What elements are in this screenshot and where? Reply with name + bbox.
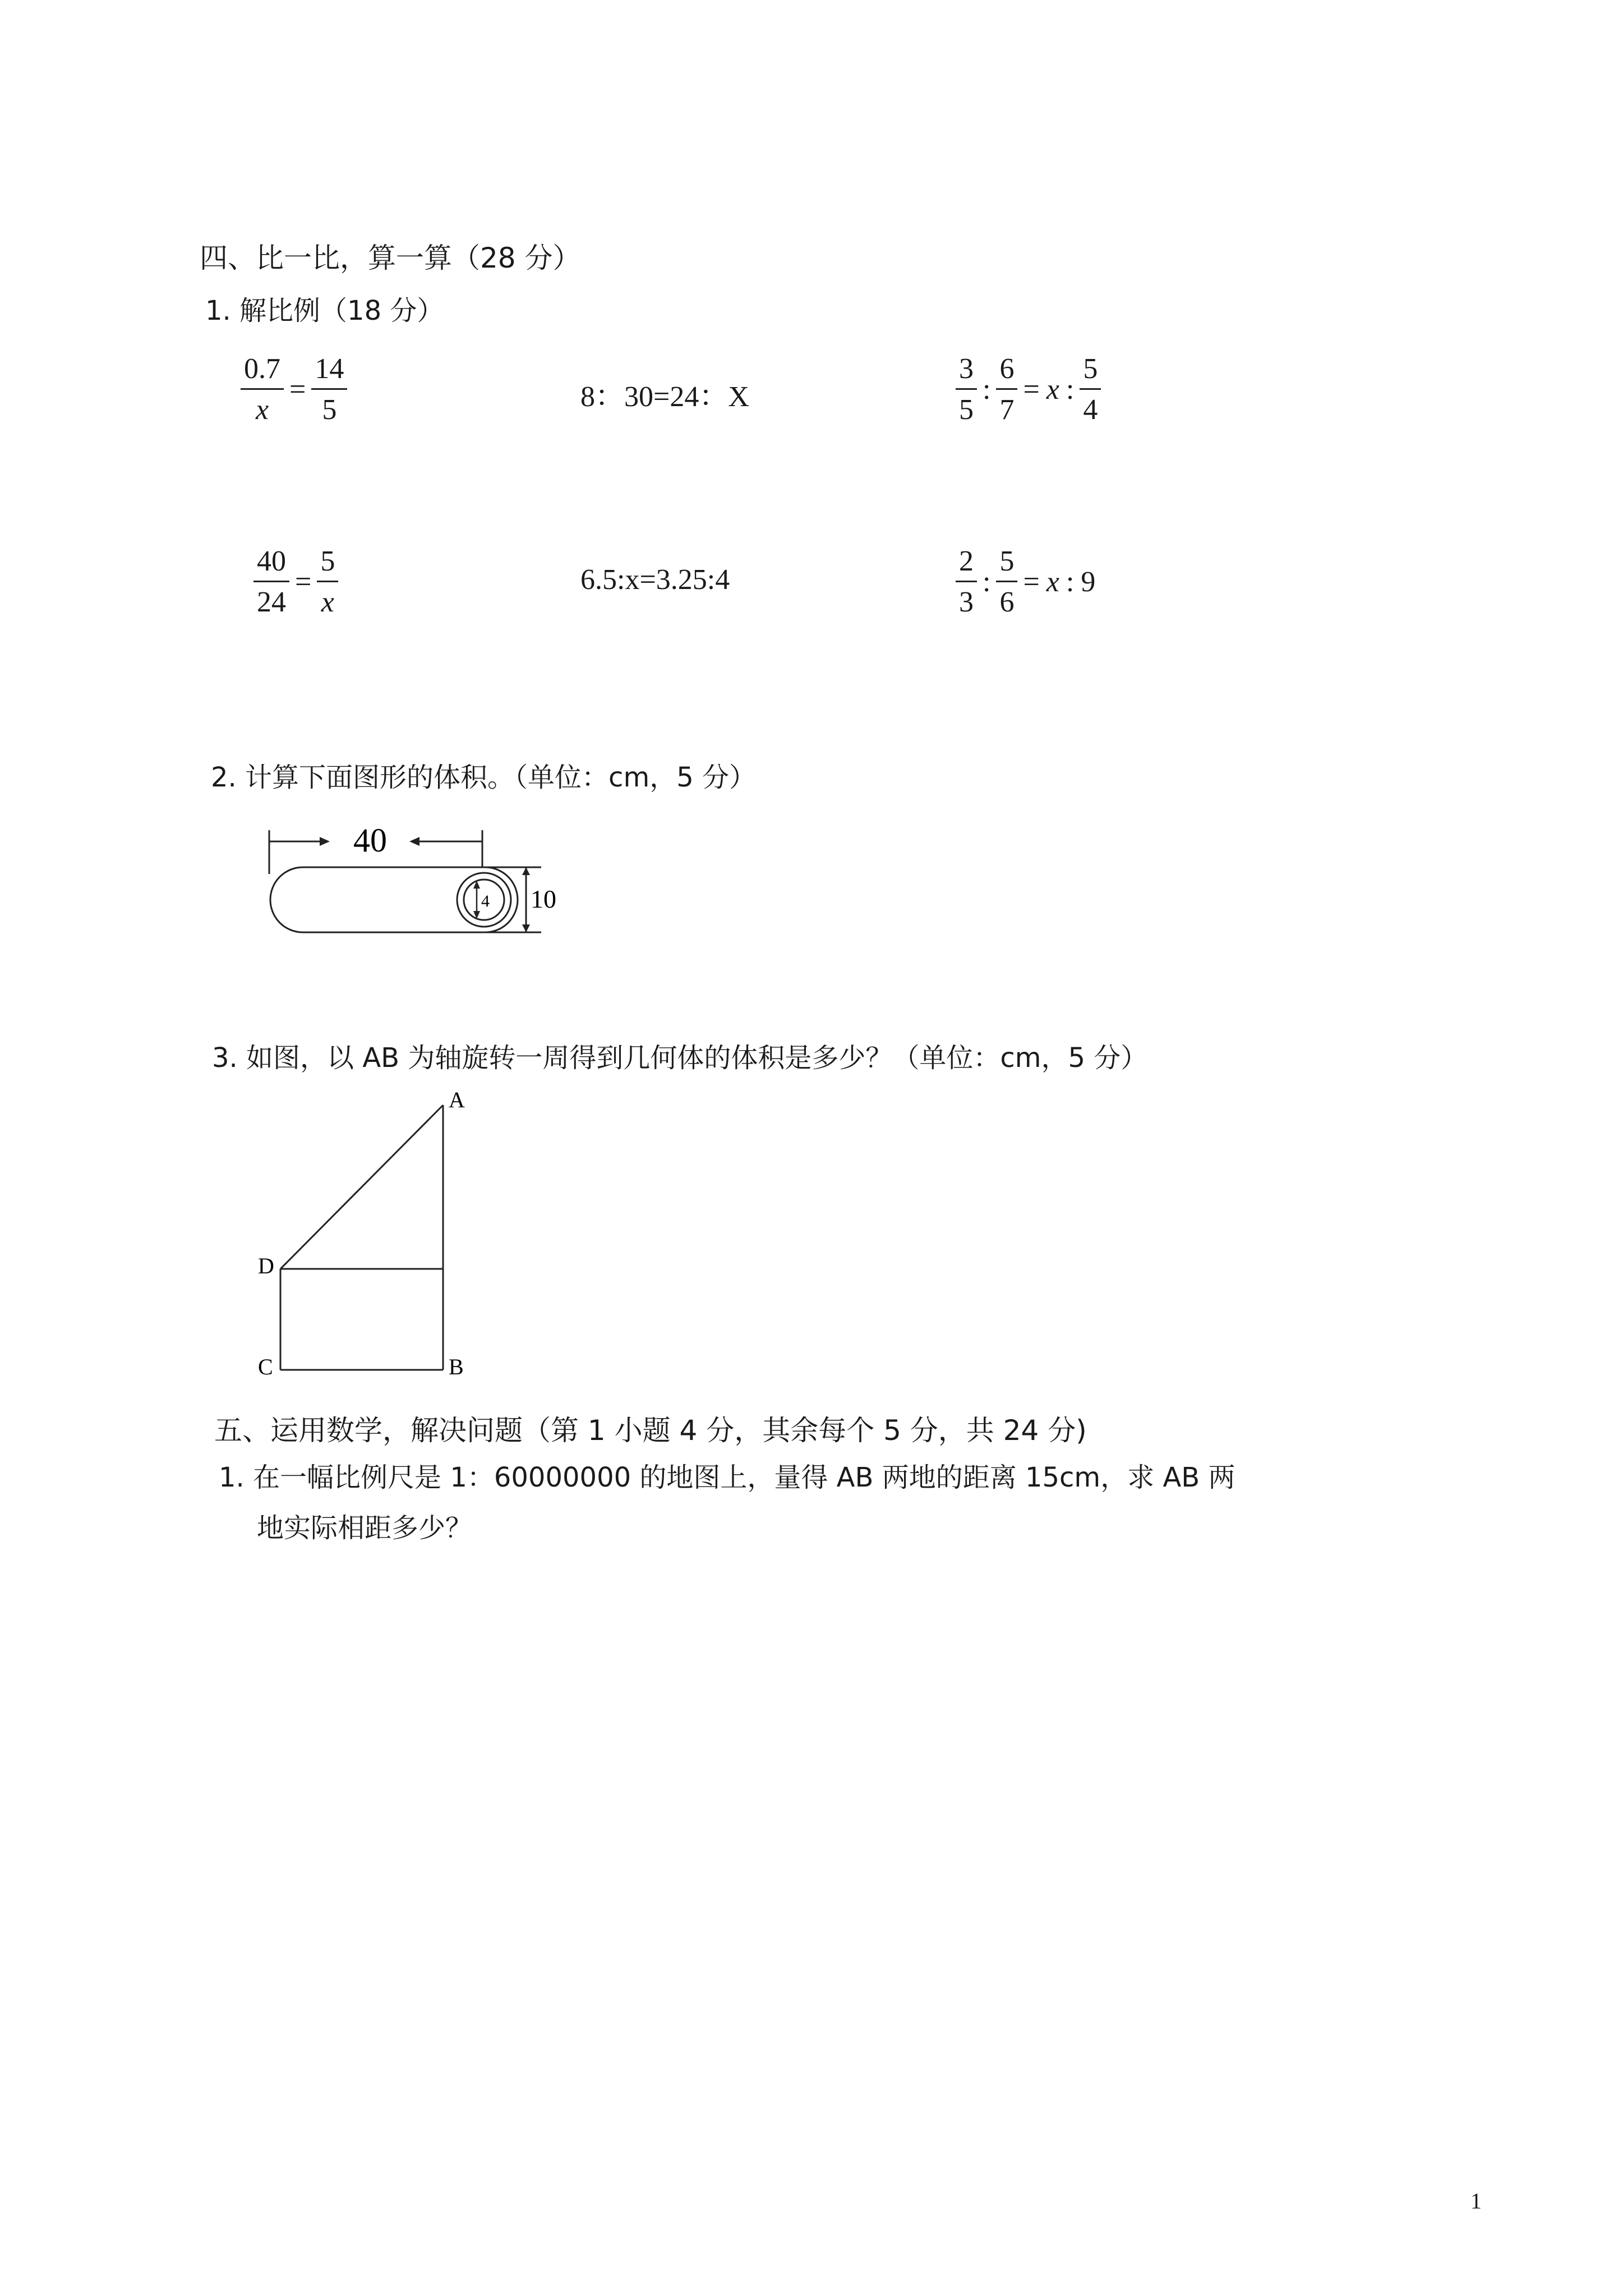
- equation-3: [953, 355, 1103, 425]
- equation-6: [953, 547, 1099, 617]
- numerator: 6: [996, 355, 1017, 390]
- section-5-title: 五、运用数学，解决问题（第 1 小题 4 分，其余每个 5 分，共 24 分): [214, 1414, 1087, 1447]
- fraction: [996, 355, 1017, 425]
- numerator: 2: [956, 547, 977, 582]
- rhs-value: 9: [1081, 566, 1096, 598]
- numerator: 5: [996, 547, 1017, 582]
- denominator: 5: [322, 394, 337, 426]
- s5-q1-line-1: 1. 在一幅比例尺是 1：60000000 的地图上，量得 AB 两地的距离 15cm，求 AB 两: [219, 1462, 1235, 1493]
- numerator: 0.7: [241, 355, 284, 390]
- denominator: x: [321, 586, 334, 618]
- stadium-shape: [270, 867, 518, 932]
- numerator: 5: [1080, 355, 1101, 390]
- equation-1: [238, 355, 349, 425]
- colon: :: [983, 374, 991, 406]
- numerator: 14: [311, 355, 347, 390]
- equation-4: [251, 547, 340, 617]
- q2-figure: [247, 813, 583, 942]
- inner-label: 4: [481, 892, 490, 910]
- s5-q1-line-2: 地实际相距多少？: [257, 1512, 473, 1544]
- equals-sign: =: [1023, 566, 1040, 598]
- colon: :: [983, 566, 991, 598]
- arrow-left-icon: [409, 837, 419, 846]
- fraction: [253, 547, 289, 617]
- variable-x: x: [1046, 374, 1059, 406]
- fraction: [311, 355, 347, 425]
- segment-da: [280, 1105, 443, 1269]
- denominator: 3: [959, 586, 974, 618]
- denominator: 7: [999, 394, 1015, 426]
- outer-label: 10: [531, 885, 556, 913]
- denominator: 4: [1083, 394, 1098, 426]
- fraction: [1080, 355, 1101, 425]
- equation-2: 8：30=24：X: [580, 381, 749, 413]
- arrow-up-icon: [522, 867, 530, 875]
- q2-title: 2. 计算下面图形的体积。（单位：cm，5 分）: [211, 762, 757, 793]
- q1-title: 1. 解比例（18 分）: [205, 295, 444, 326]
- numerator: 5: [317, 547, 338, 582]
- fraction: [956, 547, 977, 617]
- label-c: C: [258, 1354, 273, 1379]
- equation-5: 6.5:x=3.25:4: [580, 564, 730, 596]
- page-number: 1: [1470, 2188, 1482, 2214]
- numerator: 40: [253, 547, 289, 582]
- colon: :: [1066, 566, 1075, 598]
- variable-x: x: [1046, 566, 1059, 598]
- fraction: [241, 355, 284, 425]
- label-b: B: [449, 1354, 464, 1379]
- q3-title: 3. 如图，以 AB 为轴旋转一周得到几何体的体积是多少？（单位：cm，5 分）: [212, 1042, 1148, 1074]
- section-4-title: 四、比一比，算一算（28 分）: [200, 242, 581, 274]
- label-a: A: [449, 1087, 465, 1112]
- arrow-right-icon: [320, 837, 330, 846]
- equals-sign: =: [1023, 374, 1040, 406]
- fraction: [956, 355, 977, 425]
- colon: :: [1066, 374, 1075, 406]
- fraction: [317, 547, 338, 617]
- fraction: [996, 547, 1017, 617]
- equals-sign: =: [295, 566, 312, 598]
- numerator: 3: [956, 355, 977, 390]
- label-d: D: [258, 1253, 274, 1278]
- denominator: 24: [257, 586, 286, 618]
- denominator: 5: [959, 394, 974, 426]
- arrow-down-icon: [522, 924, 530, 932]
- denominator: x: [255, 394, 269, 426]
- denominator: 6: [999, 586, 1015, 618]
- q3-figure: [247, 1083, 505, 1386]
- length-label: 40: [353, 822, 387, 859]
- equals-sign: =: [289, 374, 306, 406]
